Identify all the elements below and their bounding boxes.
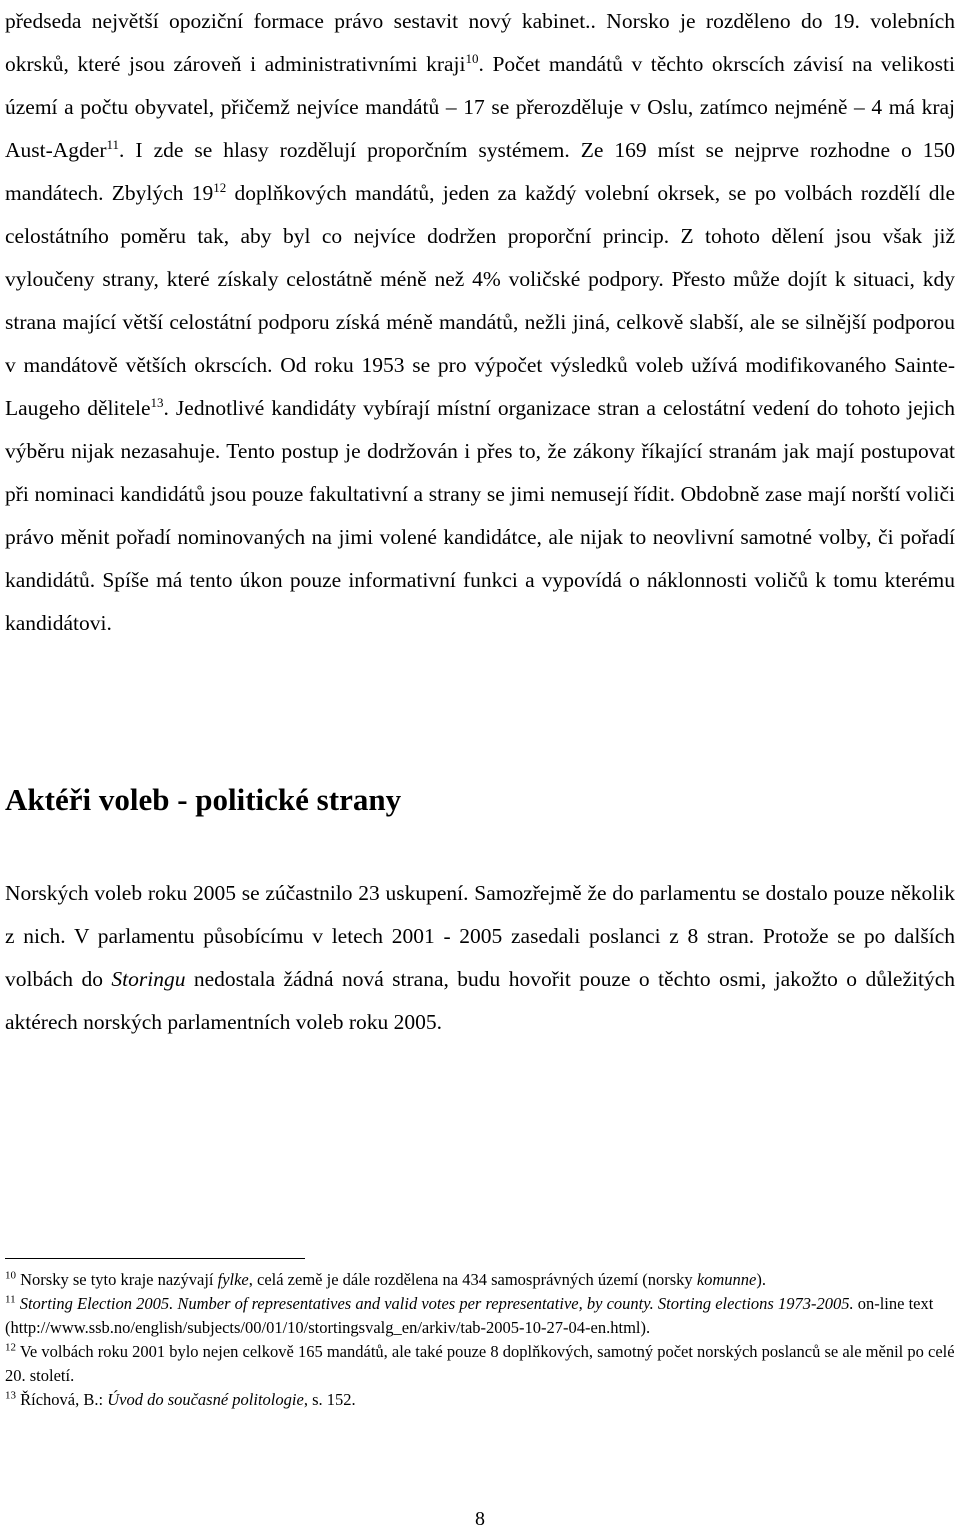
footnote-ref-12[interactable]: 12 <box>213 179 227 195</box>
footnote-link-text[interactable]: on-line text (http://www.ssb.no/english/subjects/00/01/10/stortingsvalg_en/arkiv/tab-2005-10-27-04-en.html). <box>5 1294 934 1337</box>
footnote-ref-13[interactable]: 13 <box>150 394 164 410</box>
footnote-italic: komunne <box>696 1270 757 1289</box>
italic-term: Storingu <box>111 967 186 991</box>
footnote-italic: fylke <box>217 1270 249 1289</box>
footnote-10 <box>5 1268 955 1292</box>
footnote-number: 13 <box>5 1389 16 1402</box>
footnote-text: , celá země je dále rozdělena na 434 samosprávných území (norsky <box>248 1270 697 1289</box>
footnote-text: , s. 152. <box>303 1390 356 1409</box>
footnote-italic: Úvod do současné politologie <box>107 1390 304 1409</box>
footnote-text: ). <box>756 1270 767 1289</box>
footnote-italic: Storting Election 2005. Number of representatives and valid votes per representative, by county. Storting elections 1973-2005. <box>15 1294 854 1313</box>
footnote-separator <box>5 1258 305 1259</box>
footnote-12 <box>5 1340 955 1388</box>
text-segment: Norských voleb roku 2005 se zúčastnilo 23 uskupení. Samozřejmě že do parlamentu se dostalo pouze několik z nich. V parlamentu působícímu v letech 2001 - 2005 zasedali poslanci z 8 stran. Protože se po dalších volbách do <box>5 881 955 991</box>
section-body <box>5 872 955 1044</box>
footnote-11 <box>5 1292 955 1340</box>
page-body <box>5 0 955 645</box>
footnote-number: 11 <box>5 1293 16 1306</box>
footnotes <box>5 1268 955 1412</box>
footnote-number: 10 <box>5 1269 16 1282</box>
footnote-ref-10[interactable]: 10 <box>465 50 479 66</box>
footnote-text: Norsky se tyto kraje nazývají <box>16 1270 218 1289</box>
text-segment: doplňkových mandátů, jeden za každý volební okrsek, se po volbách rozdělí dle celostátního poměru tak, aby byl co nejvíce dodržen proporční princip. Z tohoto dělení jsou však již vyloučeny strany, které získaly celostátně méně než 4% voličské podpory. Přesto může dojít k situaci, kdy strana mající větší celostátní podporu získá méně mandátů, nežli jiná, celkově slabší, ale se silnější podporou v mandátově větších okrscích. Od roku 1953 se pro výpočet výsledků voleb užívá modifikovaného Sainte-Laugeho dělitele <box>5 181 955 420</box>
text-segment: nedostala žádná nová strana, budu hovořit pouze o těchto osmi, jakožto o důležitých aktérech norských parlamentních voleb roku 2005. <box>5 967 955 1034</box>
page-number: 8 <box>475 1508 485 1530</box>
footnote-number: 12 <box>5 1341 16 1354</box>
footnote-text: Ve volbách roku 2001 bylo nejen celkově 165 mandátů, ale také pouze 8 doplňkových, samotný počet norských poslanců se ale měnil po celé 20. století. <box>5 1342 955 1385</box>
text-segment: . I zde se hlasy rozdělují proporčním systémem. Ze 169 míst se nejprve rozhodne o 150 mandátech. Zbylých 19 <box>5 138 955 205</box>
section-heading: Aktéři voleb - politické strany <box>5 782 402 817</box>
paragraph-parties <box>5 872 955 1044</box>
text-segment: . Počet mandátů v těchto okrscích závisí na velikosti území a počtu obyvatel, přičemž nejvíce mandátů – 17 se přerozděluje v Oslu, zatímco nejméně – 4 má kraj Aust-Agder <box>5 52 955 162</box>
footnote-text: Říchová, B.: <box>16 1390 108 1409</box>
footnote-13 <box>5 1388 955 1412</box>
paragraph-electoral-system <box>5 0 955 645</box>
text-segment: předseda největší opoziční formace právo sestavit nový kabinet.. Norsko je rozděleno do 19. volebních okrsků, které jsou zároveň i administrativními kraji <box>5 9 955 76</box>
text-segment: . Jednotlivé kandidáty vybírají místní organizace stran a celostátní vedení do tohoto jejich výběru nijak nezasahuje. Tento postup je dodržován i přes to, že zákony říkající stranám jak mají postupovat při nominaci kandidátů jsou pouze fakultativní a strany se jimi nemusejí řídit. Obdobně zase mají norští voliči právo měnit pořadí nominovaných na jimi volené kandidátce, ale nijak to neovlivní samotné volby, či pořadí kandidátů. Spíše má tento úkon pouze informativní funkci a vypovídá o náklonnosti voličů k tomu kterému kandidátovi. <box>5 396 955 635</box>
footnote-ref-11[interactable]: 11 <box>106 136 120 152</box>
